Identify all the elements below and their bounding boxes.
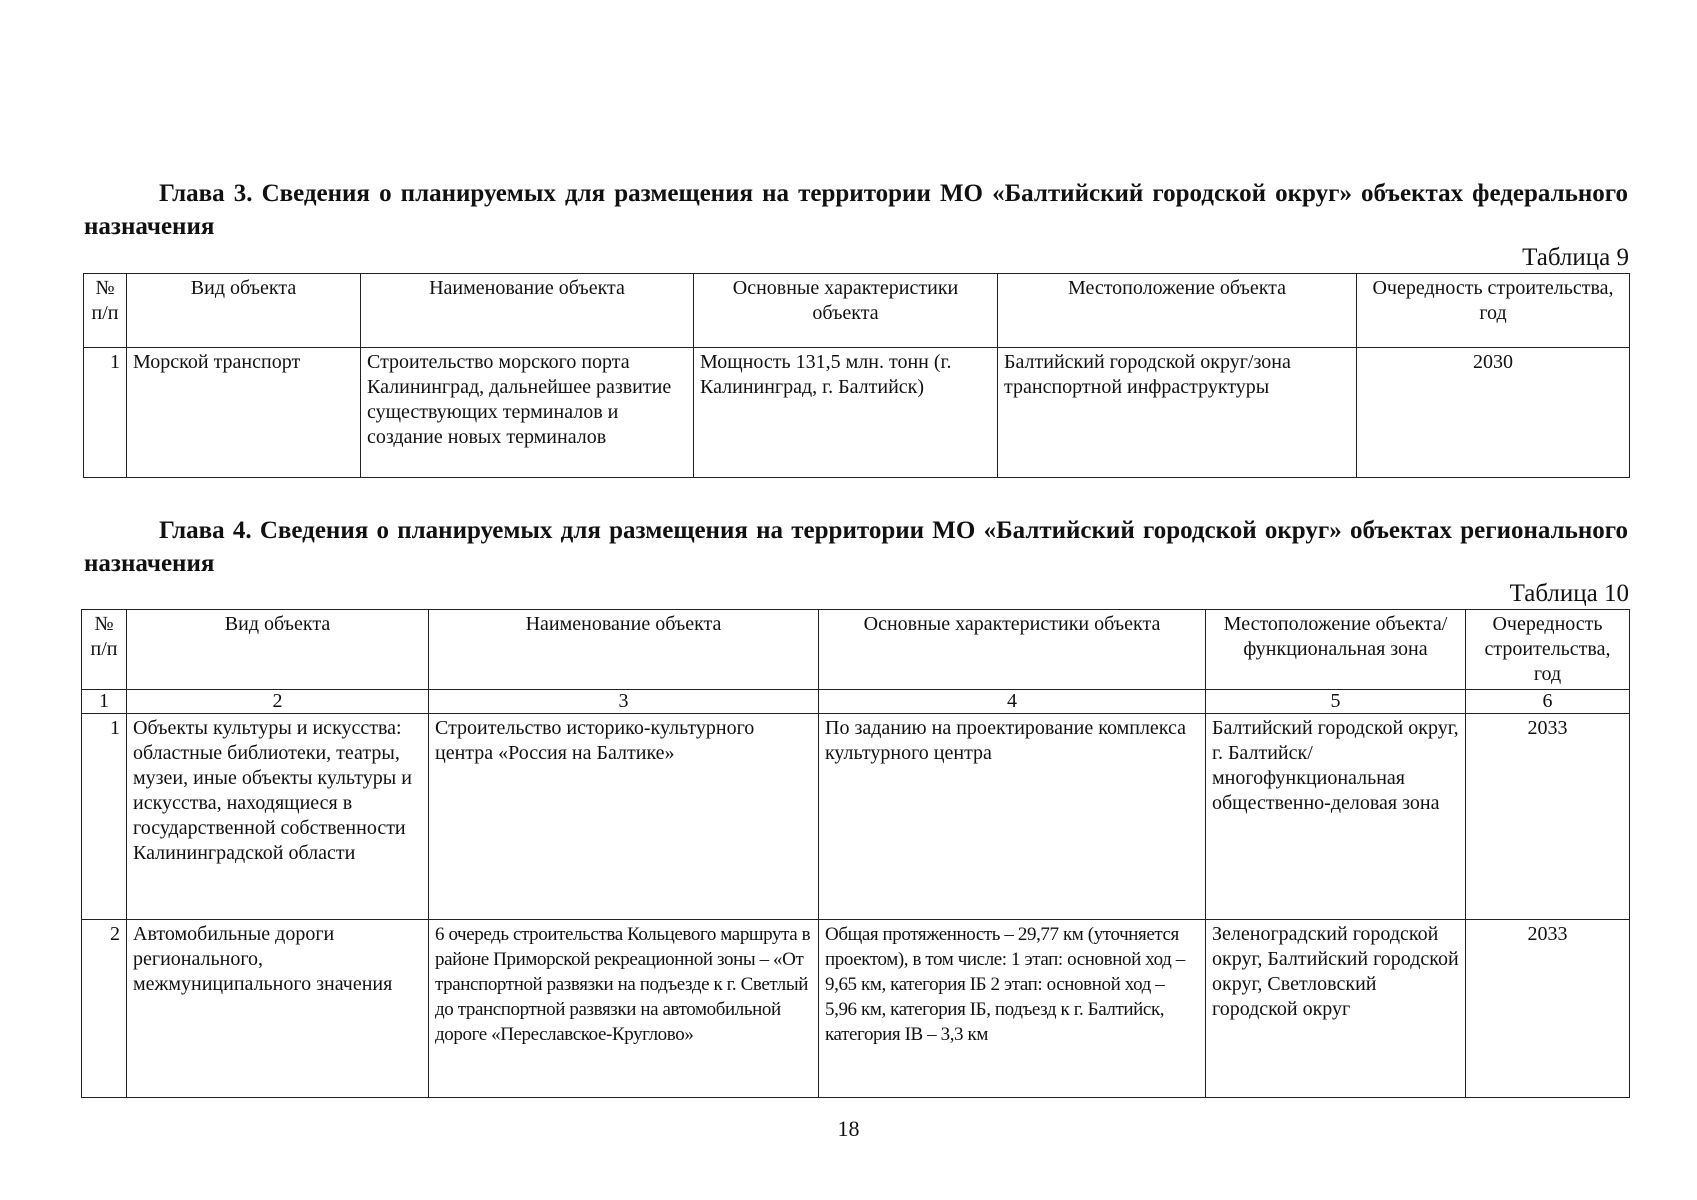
object-type-cell: Автомобильные дороги регионального, межмуниципального значения	[127, 920, 429, 1098]
column-number: 2	[127, 690, 429, 714]
column-number: 5	[1206, 690, 1466, 714]
table-10-header-row	[82, 610, 1630, 690]
column-number: 1	[82, 690, 127, 714]
header-cell: Очередность строительства, год	[1466, 610, 1630, 690]
object-type-cell: Морской транспорт	[127, 348, 361, 478]
column-number: 3	[429, 690, 819, 714]
object-name-cell: 6 очередь строительства Кольцевого маршрута в районе Приморской рекреационной зоны – «От транспортной развязки на подъезде к г. Светлый до транспортной развязки на автомобильной дороге «Переславское-Круглово»	[429, 920, 819, 1098]
year-cell: 2033	[1466, 920, 1630, 1098]
table-row	[82, 714, 1630, 920]
object-name-cell: Строительство историко-культурного центра «Россия на Балтике»	[429, 714, 819, 920]
header-cell: Наименование объекта	[361, 274, 694, 348]
object-type-cell: Объекты культуры и искусства: областные библиотеки, театры, музеи, иные объекты культуры и искусства, находящиеся в государственной собственности Калининградской области	[127, 714, 429, 920]
column-number: 6	[1466, 690, 1630, 714]
row-number: 1	[82, 714, 127, 920]
characteristics-cell: По заданию на проектирование комплекса культурного центра	[819, 714, 1206, 920]
object-name-cell: Строительство морского порта Калининград, дальнейшее развитие существующих терминалов и создание новых терминалов	[361, 348, 694, 478]
row-number: 2	[82, 920, 127, 1098]
row-number: 1	[84, 348, 127, 478]
header-cell: Основные характеристики объекта	[819, 610, 1206, 690]
characteristics-cell: Общая протяженность – 29,77 км (уточняется проектом), в том числе: 1 этап: основной ход – 9,65 км, категория IБ 2 этап: основной ход – 5,96 км, категория IБ, подъезд к г. Балтийск, категория IВ – 3,3 км	[819, 920, 1206, 1098]
chapter-3-heading: Глава 3. Сведения о планируемых для размещения на территории МО «Балтийский городской округ» объектах федерального назначения	[84, 180, 1628, 240]
location-cell: Балтийский городской округ, г. Балтийск/ многофункциональная общественно-деловая зона	[1206, 714, 1466, 920]
column-numbers-row	[82, 690, 1630, 714]
header-cell: Очередность строительства, год	[1357, 274, 1630, 348]
header-cell: Наименование объекта	[429, 610, 819, 690]
table-9-header-row	[84, 274, 1630, 348]
table-10	[81, 609, 1630, 1098]
characteristics-cell: Мощность 131,5 млн. тонн (г. Калининград, г. Балтийск)	[694, 348, 998, 478]
table-10-caption: Таблица 10	[1509, 580, 1629, 607]
year-cell: 2033	[1466, 714, 1630, 920]
header-cell: Вид объекта	[127, 274, 361, 348]
table-9-caption: Таблица 9	[1522, 244, 1629, 271]
header-cell: Местоположение объекта/ функциональная зона	[1206, 610, 1466, 690]
table-row	[84, 348, 1630, 478]
page-number: 18	[837, 1116, 860, 1141]
header-cell: № п/п	[84, 274, 127, 348]
header-cell: № п/п	[82, 610, 127, 690]
column-number: 4	[819, 690, 1206, 714]
table-row	[82, 920, 1630, 1098]
header-cell: Местоположение объекта	[998, 274, 1357, 348]
table-9	[83, 273, 1630, 478]
location-cell: Зеленоградский городской округ, Балтийский городской округ, Светловский городской округ	[1206, 920, 1466, 1098]
chapter-4-heading: Глава 4. Сведения о планируемых для размещения на территории МО «Балтийский городской округ» объектах регионального назначения	[84, 517, 1628, 577]
location-cell: Балтийский городской округ/зона транспортной инфраструктуры	[998, 348, 1357, 478]
year-cell: 2030	[1357, 348, 1630, 478]
header-cell: Вид объекта	[127, 610, 429, 690]
header-cell: Основные характеристики объекта	[694, 274, 998, 348]
